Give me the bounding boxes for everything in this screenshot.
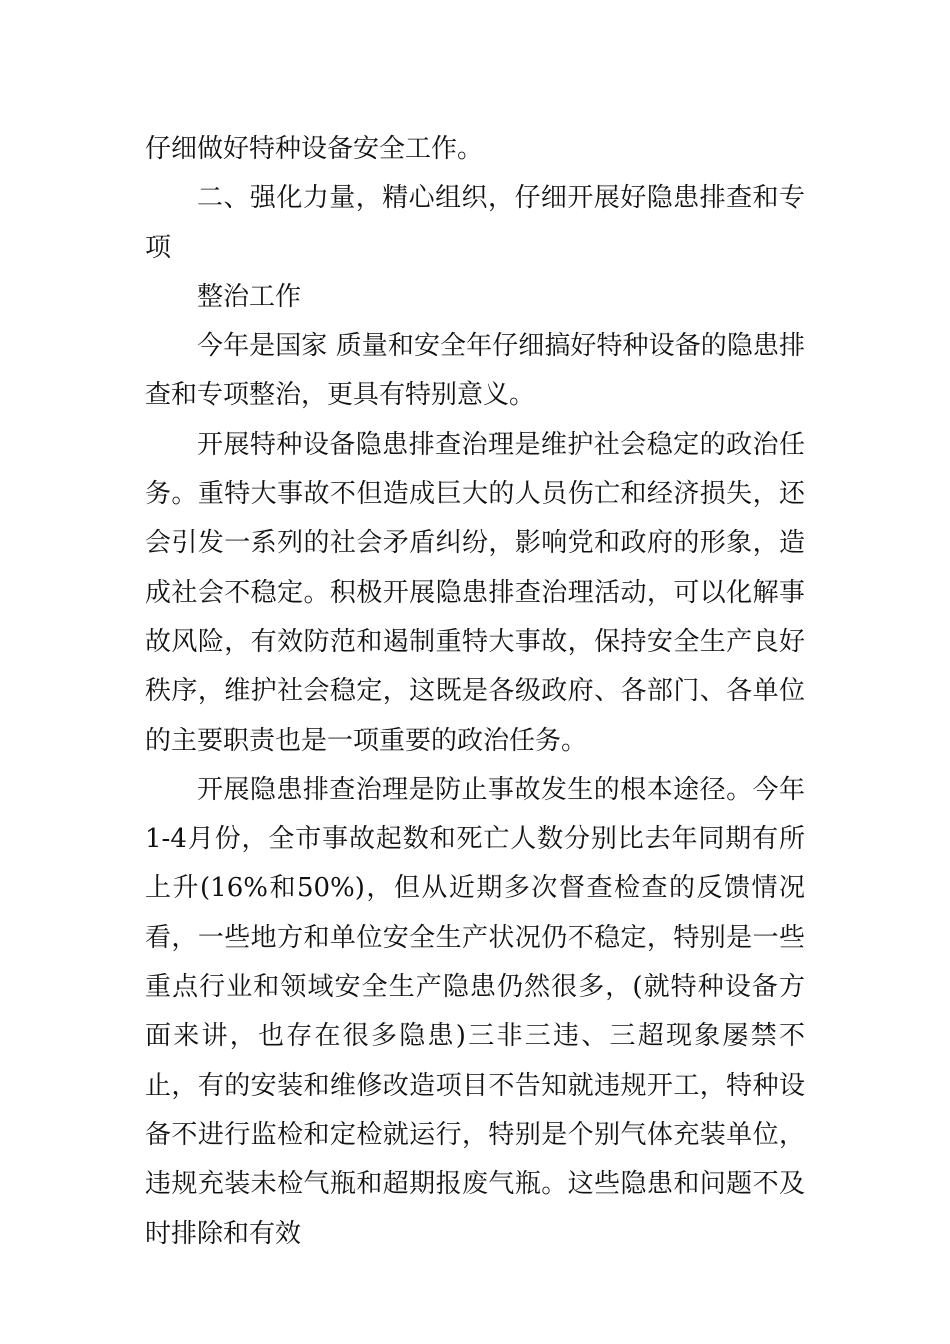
- paragraph-4: 今年是国家 质量和安全年仔细搞好特种设备的隐患排查和专项整治，更具有特别意义。: [145, 331, 805, 411]
- paragraph-2: 二、强化力量，精心组织，仔细开展好隐患排查和专项: [145, 183, 805, 263]
- document-body: [145, 125, 805, 1259]
- paragraph-1: 仔细做好特种设备安全工作。: [145, 134, 484, 164]
- paragraph-6: 开展隐患排查治理是防止事故发生的根本途径。今年1-4月份，全市事故起数和死亡人数分别比去年同期有所上升(16%和50%)，但从近期多次督查检查的反馈情况看，一些地方和单位安全生产状况仍不稳定，特别是一些重点行业和领域安全生产隐患仍然很多，(就特种设备方面来讲，也存在很多隐患)三非三违、三超现象屡禁不止，有的安装和维修改造项目不告知就违规开工，特种设备不进行监检和定检就运行，特别是个别气体充装单位，违规充装未检气瓶和超期报废气瓶。这些隐患和问题不及时排除和有效: [145, 774, 805, 1249]
- paragraph-5: 开展特种设备隐患排查治理是维护社会稳定的政治任务。重特大事故不但造成巨大的人员伤亡和经济损失，还会引发一系列的社会矛盾纠纷，影响党和政府的形象，造成社会不稳定。积极开展隐患排查治理活动，可以化解事故风险，有效防范和遏制重特大事故，保持安全生产良好秩序，维护社会稳定，这既是各级政府、各部门、各单位的主要职责也是一项重要的政治任务。: [145, 429, 805, 756]
- paragraph-3: 整治工作: [197, 281, 302, 312]
